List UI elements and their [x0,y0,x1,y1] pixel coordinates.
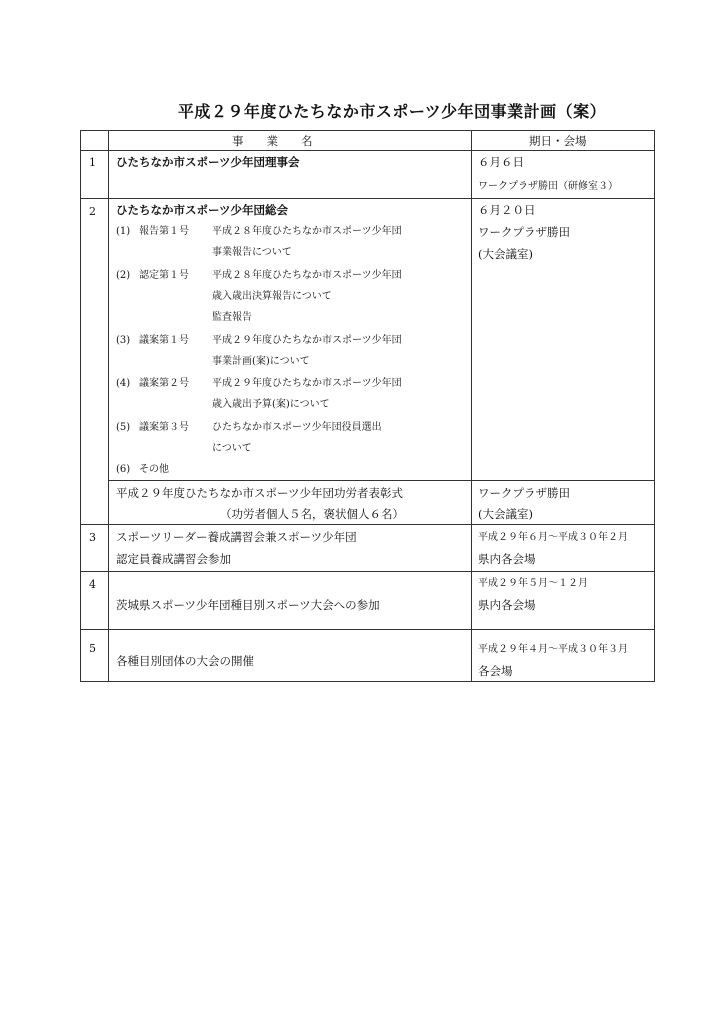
agenda-item-label: 認定第１号 [139,270,189,281]
award-ceremony-detail: （功労者個人５名，褒状個人６名） [220,507,404,521]
row-2-number: 2 [89,205,96,218]
agenda-item-text: 歳入歳出予算(案)について [212,399,330,410]
agenda-item-number: (3) [116,335,131,346]
row-5-venue: 各会場 [478,664,513,678]
row-5-number: 5 [89,642,96,655]
agenda-item-number: (5) [116,422,131,433]
row-4-name: 茨城県スポーツ少年団種目別スポーツ大会への参加 [116,598,380,612]
agenda-item-number: (4) [116,378,131,389]
document-title: 平成２９年度ひたちなか市スポーツ少年団事業計画（案） [177,102,607,121]
row-2-venue: ワークプラザ勝田 [478,225,570,239]
agenda-item-text: 歳入歳出決算報告について [212,291,332,302]
award-ceremony-name: 平成２９年度ひたちなか市スポーツ少年団功労者表彰式 [116,486,404,500]
agenda-item-text: について [212,443,252,454]
row-2-name: ひたちなか市スポーツ少年団総会 [116,203,289,217]
agenda-item-label: 議案第１号 [139,335,189,346]
row-1-name: ひたちなか市スポーツ少年団理事会 [116,155,300,169]
row-3-name-cont: 認定員養成講習会参加 [116,552,231,566]
row-divider-4 [80,629,655,630]
award-venue: ワークプラザ勝田 [478,486,570,500]
agenda-item-text: 平成２８年度ひたちなか市スポーツ少年団 [212,226,402,237]
agenda-item-number: (1) [116,226,131,237]
row-3-date: 平成２９年６月～平成３０年２月 [478,532,628,543]
agenda-item-label: 報告第１号 [139,226,189,237]
agenda-item-text: 事業報告について [212,247,292,258]
agenda-item-label: 議案第２号 [139,378,189,389]
column-divider-no [108,130,109,682]
agenda-item-text: 平成２９年度ひたちなか市スポーツ少年団 [212,378,402,389]
row-4-number: 4 [89,578,96,591]
row-divider-1 [80,198,655,199]
header-event-name: 事 業 名 [232,134,313,148]
column-divider-date [471,130,472,682]
agenda-item-text: 平成２８年度ひたちなか市スポーツ少年団 [212,270,402,281]
agenda-item-label: 議案第３号 [139,422,189,433]
row-2-date: ６月２０日 [478,203,536,217]
row-2-venue-room: (大会議室) [478,247,533,261]
row-1-date: ６月６日 [478,155,524,169]
row-4-date: 平成２９年５月～１２月 [478,578,588,589]
agenda-item-number: (2) [116,270,131,281]
row-5-name: 各種目別団体の大会の開催 [116,654,254,668]
agenda-item-label: その他 [139,464,169,475]
row-3-venue: 県内各会場 [478,552,536,566]
agenda-item-text: 平成２９年度ひたちなか市スポーツ少年団 [212,335,402,346]
row-4-venue: 県内各会場 [478,598,536,612]
row-5-date: 平成２９年４月～平成３０年３月 [478,644,628,655]
row-1-number: 1 [89,156,96,169]
agenda-item-number: (6) [116,464,131,475]
agenda-item-text: 監査報告 [212,312,252,323]
agenda-item-text: ひたちなか市スポーツ少年団役員選出 [212,422,382,433]
row-3-name: スポーツリーダー養成講習会兼スポーツ少年団 [116,530,357,544]
agenda-item-text: 事業計画(案)について [212,356,310,367]
row-3-number: 3 [89,531,96,544]
row-1-venue: ワークプラザ勝田（研修室３） [478,181,618,192]
header-divider [80,150,655,151]
row-divider-award [108,480,655,481]
row-divider-2 [80,524,655,525]
award-venue-room: (大会議室) [478,507,533,521]
row-divider-3 [80,571,655,572]
header-date-venue: 期日・会場 [529,134,587,148]
